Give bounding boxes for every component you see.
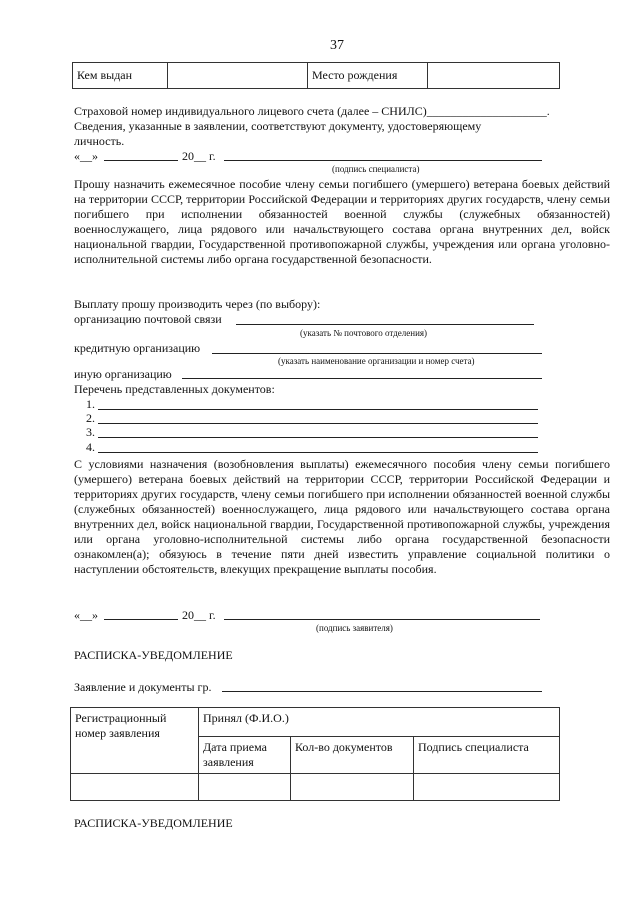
receipt-title: РАСПИСКА-УВЕДОМЛЕНИЕ <box>74 648 233 662</box>
page-number: 37 <box>330 38 344 53</box>
payment-heading: Выплату прошу производить через (по выбору): <box>74 297 321 311</box>
specialist-date-day: «__» <box>74 149 98 163</box>
snils-line: Страховой номер индивидуального лицевого счета (далее – СНИЛС)____________________. <box>74 104 550 118</box>
receipt-applicant-line[interactable] <box>222 691 542 692</box>
document-line-1[interactable] <box>98 409 538 410</box>
document-line-4[interactable] <box>98 452 538 453</box>
credit-label: кредитную организацию <box>74 341 201 355</box>
verification-line-2: личность. <box>74 134 125 148</box>
date-received-cell[interactable] <box>199 774 291 801</box>
document-item-1: 1. <box>86 397 95 411</box>
specialist-signature-cell[interactable] <box>414 774 560 801</box>
document-line-3[interactable] <box>98 437 538 438</box>
other-line[interactable] <box>182 378 542 379</box>
accepted-by-header: Принял (Ф.И.О.) <box>199 708 560 737</box>
applicant-date-year: 20__ г. <box>182 608 216 622</box>
applicant-date-month-line[interactable] <box>104 619 178 620</box>
receipt-table <box>70 707 560 801</box>
receipt-title-2: РАСПИСКА-УВЕДОМЛЕНИЕ <box>74 816 233 830</box>
document-item-2: 2. <box>86 411 95 425</box>
other-label: иную организацию <box>74 367 172 381</box>
documents-heading: Перечень представленных документов: <box>74 382 275 396</box>
doc-count-cell[interactable] <box>291 774 414 801</box>
receipt-documents-label: Заявление и документы гр. <box>74 680 212 694</box>
document-line-2[interactable] <box>98 423 538 424</box>
date-received-header: Дата приема заявления <box>199 737 291 774</box>
specialist-date-month-line[interactable] <box>104 160 178 161</box>
doc-count-header: Кол-во документов <box>291 737 414 774</box>
birthplace-label: Место рождения <box>308 63 428 89</box>
postal-caption: (указать № почтового отделения) <box>300 328 428 338</box>
issued-by-label: Кем выдан <box>73 63 168 89</box>
reg-number-header: Регистрационный номер заявления <box>71 708 199 774</box>
verification-line-1: Сведения, указанные в заявлении, соответствуют документу, удостоверяющему <box>74 119 482 133</box>
specialist-signature-header: Подпись специалиста <box>414 737 560 774</box>
issuance-table <box>72 62 560 89</box>
applicant-signature-caption: (подпись заявителя) <box>316 623 393 633</box>
specialist-signature-caption: (подпись специалиста) <box>332 164 420 174</box>
request-paragraph: Прошу назначить ежемесячное пособие члену семьи погибшего (умершего) ветерана боевых действий на территории СССР, территории Российской Федерации и территориях других государств, члену семьи погибшего при исполнении обязанностей военной службы (служебных обязанностей) военнослужащего, лица рядового или начальствующего состава органа внутренних дел, войск национальной гвардии, Государственной противопожарной службы, учреждения или органа уголовно-исполнительной системы либо органа государственной безопасности. <box>74 177 610 266</box>
issued-by-field[interactable] <box>168 63 308 89</box>
credit-line[interactable] <box>212 353 542 354</box>
postal-line[interactable] <box>236 324 534 325</box>
document-item-4: 4. <box>86 440 95 454</box>
applicant-date-day: «__» <box>74 608 98 622</box>
reg-number-cell[interactable] <box>71 774 199 801</box>
applicant-signature-line[interactable] <box>224 619 540 620</box>
credit-caption: (указать наименование организации и номер счета) <box>278 356 475 366</box>
document-item-3: 3. <box>86 425 95 439</box>
specialist-signature-line[interactable] <box>224 160 542 161</box>
postal-label: организацию почтовой связи <box>74 312 222 326</box>
specialist-date-year: 20__ г. <box>182 149 216 163</box>
conditions-paragraph: С условиями назначения (возобновления выплаты) ежемесячного пособия члену семьи погибшего (умершего) ветерана боевых действий на территории СССР, территории Российской Федерации и территориях других государств, члену семьи погибшего при исполнении обязанностей военной службы (служебных обязанностей) военнослужащего, лица рядового или начальствующего состава органа внутренних дел, войск национальной гвардии, Государственной противопожарной службы, учреждения или органа уголовно-исполнительной системы либо органа государственной безопасности ознакомлен(а); обязуюсь в течение пяти дней известить управление социальной политики о наступлении обстоятельств, влекущих прекращение выплаты пособия. <box>74 457 610 576</box>
birthplace-field[interactable] <box>428 63 560 89</box>
